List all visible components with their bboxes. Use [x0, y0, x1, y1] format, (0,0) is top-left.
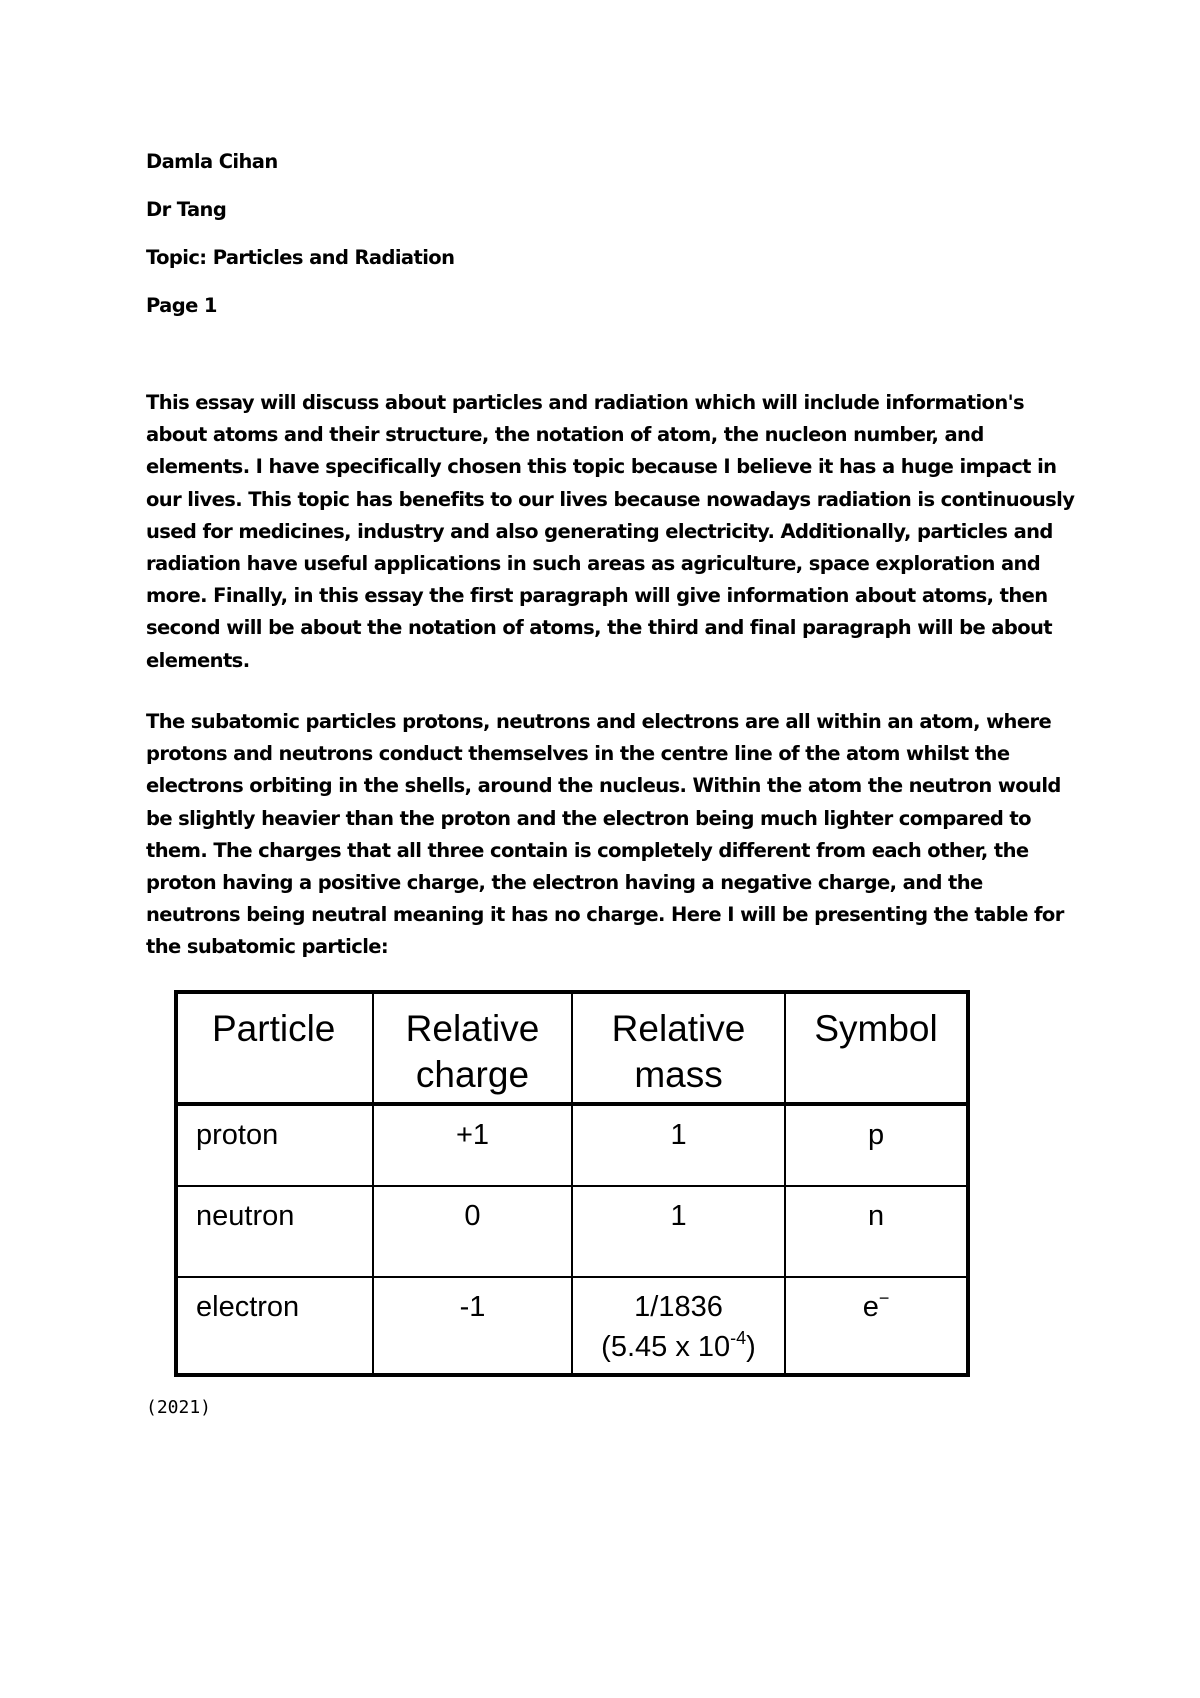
cell-particle: proton — [176, 1104, 373, 1186]
subatomic-paragraph: The subatomic particles protons, neutrons and electrons are all within an atom, where protons and neutrons conduct themselves in the centre line of the atom whilst the electrons orbiting in the shells, around the nucleus. Within the atom the neutron would be slightly heavier than the proton and the electron being much lighter compared to them. The charges that all three contain is completely different from each other, the proton having a positive charge, the electron having a negative charge, and the neutrons being neutral meaning it has no charge. Here I will be presenting the table for the subatomic particle: — [146, 710, 1064, 959]
header-symbol: Symbol — [785, 992, 968, 1104]
particle-table — [174, 990, 970, 1377]
mass-scientific: (5.45 x $10^{-4}$) — [601, 1328, 756, 1363]
table-row-proton — [176, 1104, 968, 1186]
table-row-electron — [176, 1277, 968, 1375]
header-particle: Particle — [176, 992, 373, 1104]
cell-mass: 1 — [572, 1104, 785, 1186]
cell-particle: neutron — [176, 1186, 373, 1277]
cell-mass: 1 — [572, 1186, 785, 1277]
header-relative-charge: Relative charge — [373, 992, 572, 1104]
topic-line: Topic: Particles and Radiation — [146, 246, 455, 269]
particle-table-figure — [174, 990, 970, 1372]
cell-charge: +1 — [373, 1104, 572, 1186]
table-header-row — [176, 992, 968, 1104]
citation: (2021) — [146, 1397, 212, 1418]
cell-charge: 0 — [373, 1186, 572, 1277]
header-relative-mass: Relative mass — [572, 992, 785, 1104]
cell-symbol: n — [785, 1186, 968, 1277]
mass-fraction: 1/1836 — [634, 1291, 723, 1323]
table-row-neutron — [176, 1186, 968, 1277]
cell-particle: electron — [176, 1277, 373, 1375]
intro-paragraph: This essay will discuss about particles and radiation which will include information's about atoms and their structure, the notation of atom, the nucleon number, and elements. I have specifically chosen this topic because I believe it has a huge impact in our lives. This topic has benefits to our lives because nowadays radiation is continuously used for medicines, industry and also generating electricity. Additionally, particles and radiation have useful applications in such areas as agriculture, space exploration and more. Finally, in this essay the first paragraph will give information about atoms, then second will be about the notation of atoms, the third and final paragraph will be about elements. — [146, 391, 1075, 672]
cell-symbol: e− — [785, 1277, 968, 1375]
page-number: Page 1 — [146, 294, 217, 317]
cell-symbol: p — [785, 1104, 968, 1186]
cell-charge: -1 — [373, 1277, 572, 1375]
cell-mass — [572, 1277, 785, 1375]
teacher-name: Dr Tang — [146, 198, 227, 221]
author-name: Damla Cihan — [146, 150, 278, 173]
